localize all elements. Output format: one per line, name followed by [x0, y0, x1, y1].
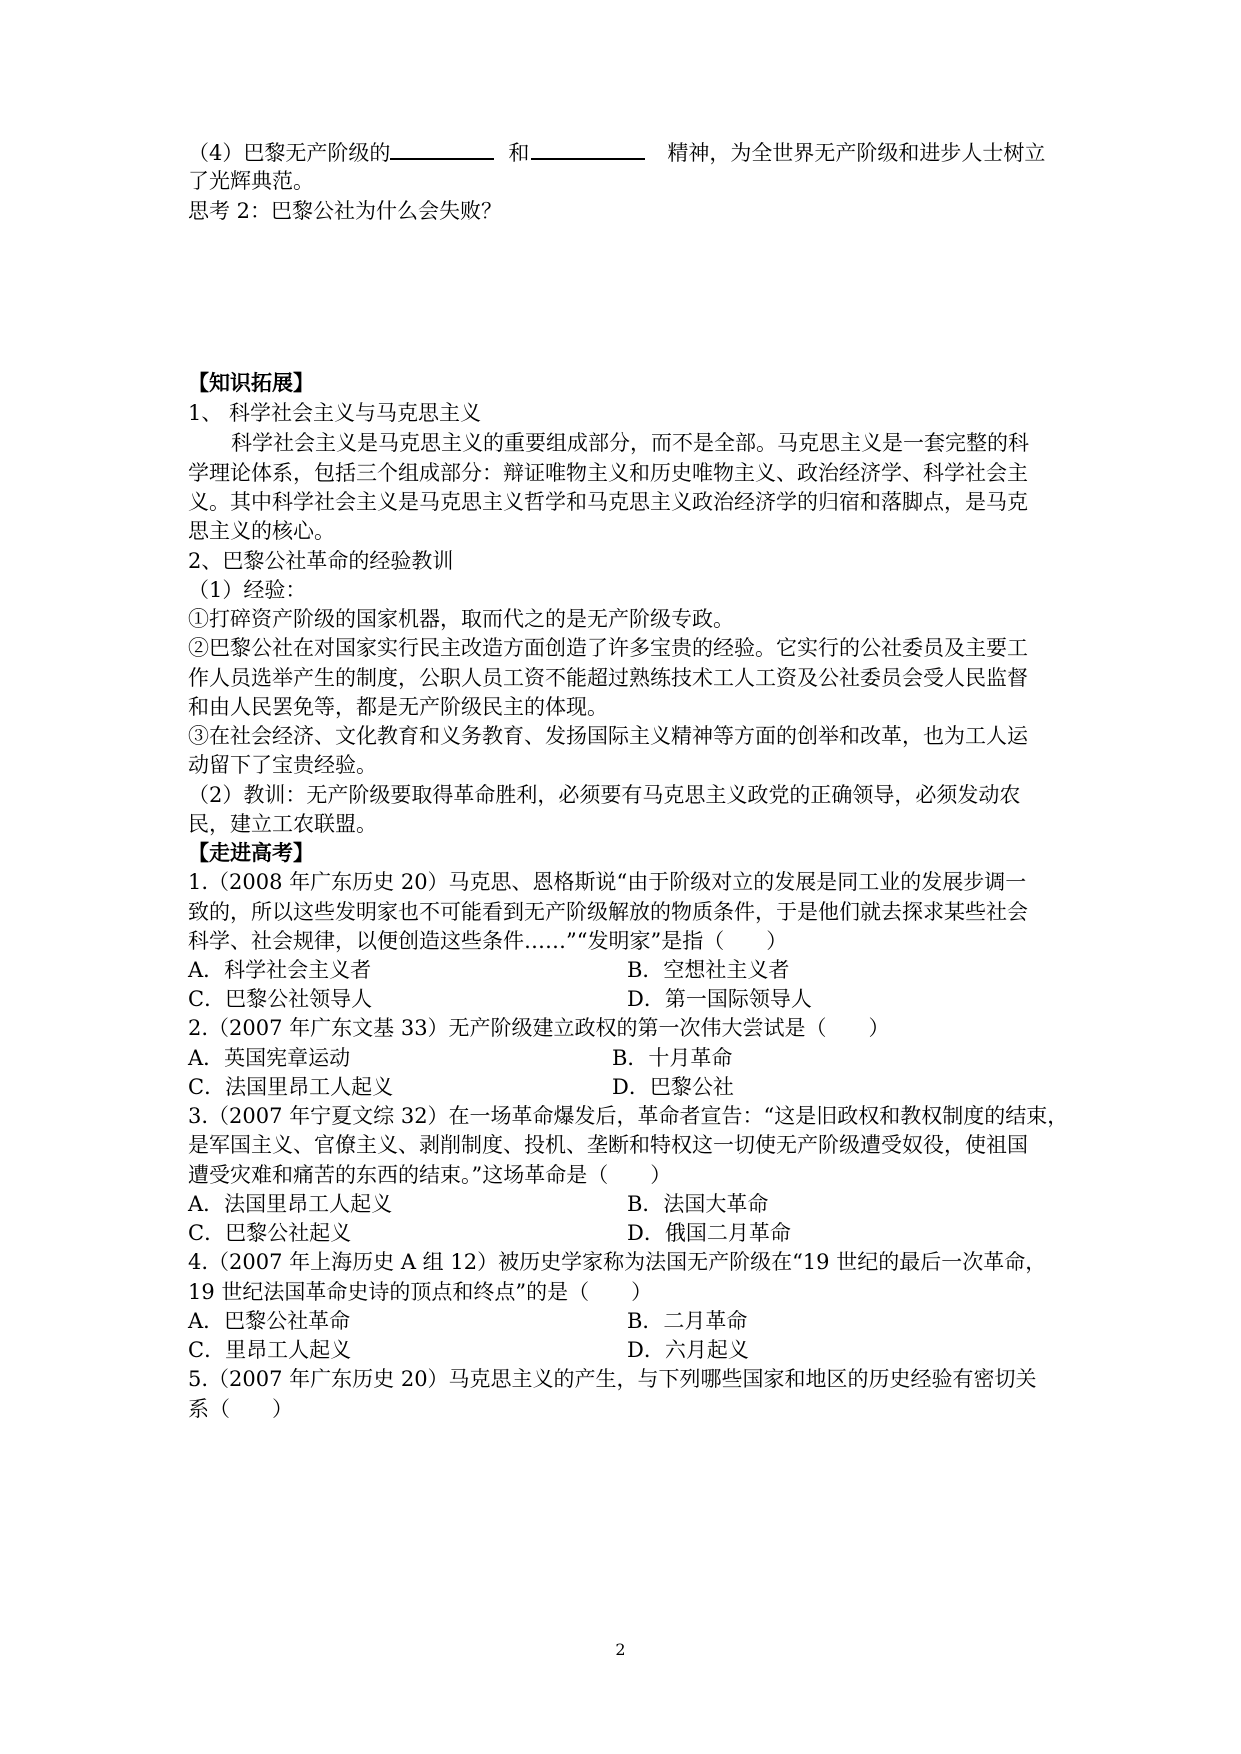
- q1-option-d[interactable]: D．第一国际领导人: [627, 987, 812, 1011]
- question-1-line: 1.（2008 年广东历史 20）马克思、恩格斯说“由于阶级对立的发展是同工业的发展步调一: [188, 870, 1027, 894]
- lesson-line: （2）教训：无产阶级要取得革命胜利，必须要有马克思主义政党的正确领导，必须发动农: [188, 783, 1021, 807]
- fill-q4-line2: 了光辉典范。: [188, 169, 314, 193]
- q3-option-d[interactable]: D．俄国二月革命: [627, 1221, 791, 1245]
- section-heading-exam: 【走进高考】: [188, 840, 314, 865]
- fill-q4-part3: 精神，为全世界无产阶级和进步人士树立: [667, 141, 1046, 165]
- q4-option-d[interactable]: D．六月起义: [627, 1338, 749, 1362]
- experience-2-line: ②巴黎公社在对国家实行民主改造方面创造了许多宝贵的经验。它实行的公社委员及主要工: [188, 636, 1028, 660]
- question-5-line: 系（ ）: [188, 1397, 293, 1421]
- knowledge-item1-title: 1、 科学社会主义与马克思主义: [188, 401, 482, 425]
- experience-2-line: 和由人民罢免等，都是无产阶级民主的体现。: [188, 695, 608, 719]
- experience-1: ①打碎资产阶级的国家机器，取而代之的是无产阶级专政。: [188, 607, 734, 631]
- answer-blank-1[interactable]: [390, 136, 494, 160]
- fill-q4-part2: 和: [508, 141, 530, 165]
- section-heading-knowledge: 【知识拓展】: [188, 370, 314, 395]
- knowledge-item1-line: 学理论体系，包括三个组成部分：辩证唯物主义和历史唯物主义、政治经济学、科学社会主: [188, 461, 1028, 485]
- experience-3-line: 动留下了宝贵经验。: [188, 753, 377, 777]
- knowledge-item2-title: 2、巴黎公社革命的经验教训: [188, 549, 454, 573]
- q2-option-b[interactable]: B．十月革命: [612, 1046, 733, 1070]
- q1-option-a[interactable]: A．科学社会主义者: [188, 958, 372, 982]
- answer-blank-2[interactable]: [531, 136, 645, 160]
- question-3-line: 3.（2007 年宁夏文综 32）在一场革命爆发后，革命者宣告：“这是旧政权和教权制度的结束，: [188, 1104, 1069, 1128]
- question-2-line: 2.（2007 年广东文基 33）无产阶级建立政权的第一次伟大尝试是（ ）: [188, 1016, 890, 1040]
- q3-option-a[interactable]: A．法国里昂工人起义: [188, 1192, 393, 1216]
- page-number: 2: [615, 1640, 626, 1659]
- q4-option-a[interactable]: A．巴黎公社革命: [188, 1309, 351, 1333]
- experience-2-line: 作人员选举产生的制度，公职人员工资不能超过熟练技术工人工资及公社委员会受人民监督: [188, 666, 1028, 690]
- q2-option-c[interactable]: C．法国里昂工人起义: [188, 1075, 394, 1099]
- q1-option-c[interactable]: C．巴黎公社领导人: [188, 987, 373, 1011]
- question-1-line: 致的，所以这些发明家也不可能看到无产阶级解放的物质条件，于是他们就去探求某些社会: [188, 900, 1028, 924]
- think-question-2: 思考 2：巴黎公社为什么会失败？: [188, 199, 503, 223]
- question-5-line: 5.（2007 年广东历史 20）马克思主义的产生，与下列哪些国家和地区的历史经验有密切关: [188, 1367, 1037, 1391]
- question-3-line: 遭受灾难和痛苦的东西的结束。”这场革命是（ ）: [188, 1163, 672, 1187]
- question-3-line: 是军国主义、官僚主义、剥削制度、投机、垄断和特权这一切使无产阶级遭受奴役，使祖国: [188, 1133, 1028, 1157]
- question-4-line: 19 世纪法国革命史诗的顶点和终点”的是（ ）: [188, 1280, 653, 1304]
- question-4-line: 4.（2007 年上海历史 A 组 12）被历史学家称为法国无产阶级在“19 世纪的最后一次革命，: [188, 1250, 1047, 1274]
- fill-q4-part1: （4）巴黎无产阶级的: [188, 141, 391, 165]
- q4-option-b[interactable]: B．二月革命: [627, 1309, 748, 1333]
- q2-option-a[interactable]: A．英国宪章运动: [188, 1046, 351, 1070]
- q2-option-d[interactable]: D．巴黎公社: [612, 1075, 734, 1099]
- q4-option-c[interactable]: C．里昂工人起义: [188, 1338, 352, 1362]
- q3-option-c[interactable]: C．巴黎公社起义: [188, 1221, 352, 1245]
- knowledge-item1-line: 思主义的核心。: [188, 519, 335, 543]
- knowledge-item1-line: 科学社会主义是马克思主义的重要组成部分，而不是全部。马克思主义是一套完整的科: [231, 431, 1029, 455]
- experience-3-line: ③在社会经济、文化教育和义务教育、发扬国际主义精神等方面的创举和改革，也为工人运: [188, 724, 1028, 748]
- knowledge-item1-line: 义。其中科学社会主义是马克思主义哲学和马克思主义政治经济学的归宿和落脚点，是马克: [188, 490, 1028, 514]
- question-1-line: 科学、社会规律，以便创造这些条件……”“发明家”是指（ ）: [188, 929, 788, 953]
- fill-question-4: [188, 136, 1045, 164]
- q1-option-b[interactable]: B．空想社主义者: [627, 958, 790, 982]
- q3-option-b[interactable]: B．法国大革命: [627, 1192, 769, 1216]
- experience-label: （1）经验：: [188, 578, 307, 602]
- lesson-line: 民，建立工农联盟。: [188, 812, 377, 836]
